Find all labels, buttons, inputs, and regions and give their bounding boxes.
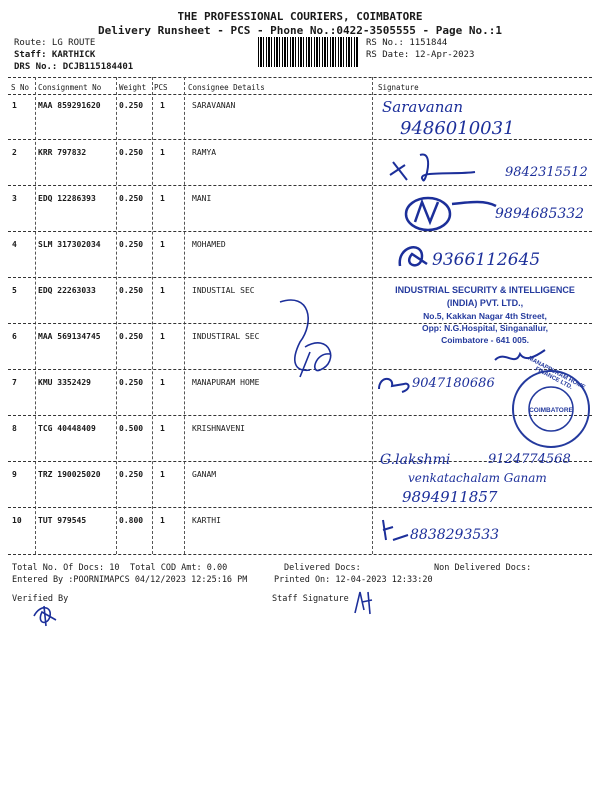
col-divider (152, 77, 153, 554)
verified-signature (30, 602, 60, 628)
row-pcs: 1 (160, 516, 165, 525)
row-pcs: 1 (160, 194, 165, 203)
stamp-industrial-line2: (INDIA) PVT. LTD., (446, 298, 524, 308)
row-consignee: KARTHI (192, 516, 221, 525)
col-header-consignment: Consignment No (38, 83, 102, 92)
round-stamp-center: COIMBATORE (529, 407, 573, 414)
table-bottom-rule (8, 554, 592, 555)
total-docs: Total No. Of Docs: 10 (12, 563, 120, 573)
row-pcs: 1 (160, 101, 165, 110)
row-sno: 4 (12, 240, 17, 249)
row-weight: 0.250 (119, 148, 144, 157)
row-consignment: TCG 40448409 (38, 424, 96, 433)
row-consignee: INDUSTIAL SEC (192, 286, 255, 295)
row-pcs: 1 (160, 378, 165, 387)
row-consignment: MAA 569134745 (38, 332, 101, 341)
handwritten-name: venkatachalam Ganam (408, 471, 547, 485)
round-stamp-ring: MANAPPURAM HOME FINANCE LTD. (526, 355, 586, 391)
row-consignee: MOHAMED (192, 240, 226, 249)
col-header-pcs: PCS (154, 83, 168, 92)
handwritten-phone: 9842315512 (505, 165, 588, 180)
runsheet-subtitle: Delivery Runsheet - PCS - Phone No.:0422-3505555 - Page No.:1 (98, 24, 502, 37)
signature-mark (374, 374, 414, 399)
stamp-industrial-line1: INDUSTRIAL SECURITY & INTELLIGENCE (395, 285, 575, 295)
verified-by-label: Verified By (12, 594, 69, 604)
signature-mark (400, 192, 500, 232)
row-rule (8, 231, 592, 232)
row-consignment: EDQ 12286393 (38, 194, 96, 203)
row-rule (8, 277, 592, 278)
row-pcs: 1 (160, 470, 165, 479)
row-consignment: EDQ 22263033 (38, 286, 96, 295)
row-pcs: 1 (160, 240, 165, 249)
row-weight: 0.250 (119, 378, 144, 387)
row-sno: 8 (12, 424, 17, 433)
row-weight: 0.500 (119, 424, 144, 433)
row-sno: 6 (12, 332, 17, 341)
row-consignment: KRR 797832 (38, 148, 87, 157)
col-divider (35, 77, 36, 554)
row-pcs: 1 (160, 286, 165, 295)
non-delivered-docs: Non Delivered Docs: (434, 563, 532, 573)
signature-mark (378, 515, 413, 545)
handwritten-phone: 9366112645 (432, 250, 541, 270)
row-consignee: RAMYA (192, 148, 217, 157)
handwritten-phone: 9047180686 (412, 376, 495, 391)
company-title: THE PROFESSIONAL COURIERS, COIMBATORE (177, 10, 423, 23)
signature-mark (392, 236, 432, 276)
row-consignment: TUT 979545 (38, 516, 87, 525)
drs-number: DRS No.: DCJB115184401 (14, 62, 134, 72)
row-consignee: SARAVANAN (192, 101, 236, 110)
row-sno: 3 (12, 194, 17, 203)
handwritten-phone: 8838293533 (410, 527, 500, 543)
row-sno: 1 (12, 101, 17, 110)
row-consignee: INDUSTIRAL SEC (192, 332, 260, 341)
barcode (258, 37, 358, 67)
col-header-weight: Weight (119, 83, 147, 92)
row-rule (8, 507, 592, 508)
row-sno: 9 (12, 470, 17, 479)
row-sno: 7 (12, 378, 17, 387)
signature-mark (270, 292, 350, 382)
row-weight: 0.250 (119, 332, 144, 341)
row-pcs: 1 (160, 148, 165, 157)
entered-by: Entered By :POORNIMAPCS 04/12/2023 12:25:16 PM (12, 575, 248, 585)
row-weight: 0.250 (119, 194, 144, 203)
row-pcs: 1 (160, 332, 165, 341)
rs-date: RS Date: 12-Apr-2023 (366, 50, 475, 60)
delivered-docs: Delivered Docs: (284, 563, 361, 573)
row-rule (8, 139, 592, 140)
row-consignment: KMU 3352429 (38, 378, 91, 387)
row-weight: 0.800 (119, 516, 144, 525)
stamp-industrial-line4: Opp: N.G.Hospital, Singanallur, (421, 323, 549, 333)
staff-signature-mark (350, 588, 376, 616)
row-weight: 0.250 (119, 101, 144, 110)
handwritten-name: G.lakshmi (380, 452, 451, 468)
row-consignee: MANAPURAM HOME (192, 378, 260, 387)
row-rule (8, 415, 592, 416)
row-consignee: MANI (192, 194, 212, 203)
col-header-consignee: Consignee Details (188, 83, 265, 92)
handwritten-name: Saravanan (382, 98, 464, 116)
col-header-sno: S No (11, 83, 30, 92)
row-consignment: SLM 317302034 (38, 240, 101, 249)
row-weight: 0.250 (119, 240, 144, 249)
handwritten-phone: 9124774568 (488, 452, 571, 467)
col-divider (116, 77, 117, 554)
staff-label: Staff: KARTHICK (14, 50, 96, 60)
printed-on: Printed On: 12-04-2023 12:33:20 (274, 575, 433, 585)
route-label: Route: LG ROUTE (14, 38, 96, 48)
row-sno: 2 (12, 148, 17, 157)
rs-number: RS No.: 1151844 (366, 38, 448, 48)
col-header-signature: Signature (378, 83, 419, 92)
row-weight: 0.250 (119, 286, 144, 295)
row-consignment: TRZ 190025020 (38, 470, 101, 479)
row-consignee: GANAM (192, 470, 217, 479)
table-top-rule (8, 77, 592, 78)
stamp-industrial-line3: No.5, Kakkan Nagar 4th Street, (423, 311, 547, 321)
row-sno: 10 (12, 516, 22, 525)
total-cod: Total COD Amt: 0.00 (130, 563, 228, 573)
row-sno: 5 (12, 286, 17, 295)
stamp-industrial-line5: Coimbatore - 641 005. (441, 335, 529, 345)
signature-mark (385, 150, 505, 190)
handwritten-phone: 9894685332 (495, 206, 585, 222)
row-consignment: MAA 859291620 (38, 101, 101, 110)
row-pcs: 1 (160, 424, 165, 433)
row-weight: 0.250 (119, 470, 144, 479)
staff-signature-label: Staff Signature (272, 594, 349, 604)
col-divider (184, 77, 185, 554)
col-divider (372, 77, 373, 554)
table-header-rule (8, 94, 592, 95)
handwritten-phone: 9894911857 (402, 488, 498, 506)
handwritten-phone: 9486010031 (400, 118, 515, 139)
row-consignee: KRISHNAVENI (192, 424, 245, 433)
